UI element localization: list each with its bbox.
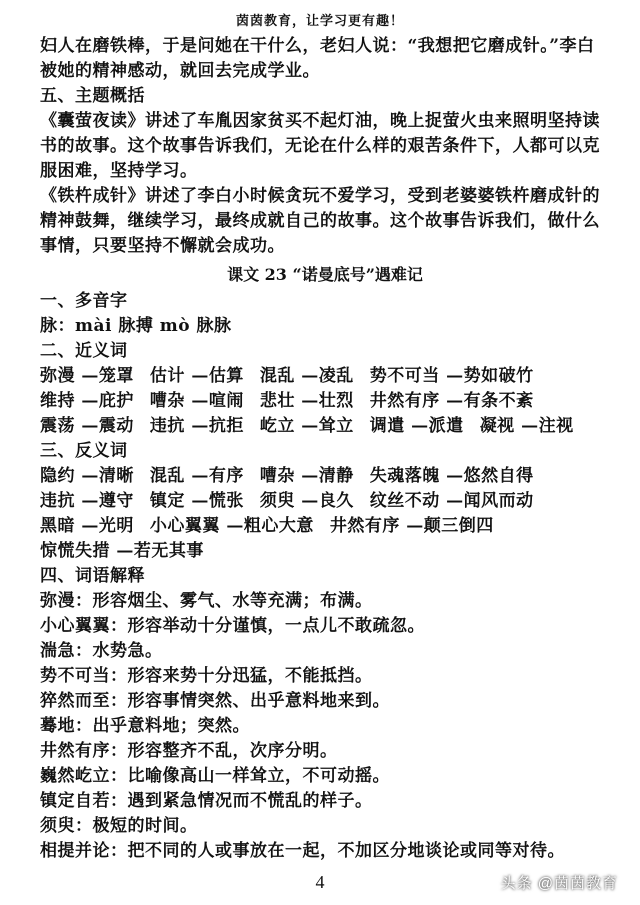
lesson-title: 课文 23 “诺曼底号”遇难记 [227,265,423,284]
intro-line-2: 被她的精神感动，就回去完成学业。 [40,61,320,81]
antonym-pair: 惊慌失措 —若无其事 [40,541,204,561]
synonym-pair: 维持 —庇护 [40,391,134,411]
synonym-pair: 井然有序 —有条不紊 [369,391,534,411]
synonym-row [40,364,610,389]
antonyms-heading: 三、反义词 [40,441,128,461]
antonym-row [40,464,610,489]
synonym-pair: 势不可当 —势如破竹 [369,366,534,386]
definition-item: 相提并论：把不同的人或事放在一起，不加区分地谈论或同等对待。 [40,841,565,861]
antonym-row [40,514,610,539]
definition-item: 弥漫：形容烟尘、雾气、水等充满；布满。 [40,591,373,611]
antonym-pair: 镇定 —慌张 [149,491,244,511]
definitions-heading: 四、词语解释 [40,566,145,586]
synonyms-heading: 二、近义词 [40,341,128,361]
antonym-pair: 纹丝不动 —闻风而动 [369,491,534,511]
antonym-pair: 失魂落魄 —悠然自得 [369,466,534,486]
definition-item: 蓦地：出乎意料地；突然。 [40,716,250,736]
theme-paragraph-2: 《铁杵成针》讲述了李白小时候贪玩不爱学习，受到老婆婆铁杵磨成针的精神鼓舞，继续学习，最终成就自己的故事。这个故事告诉我们，做什么事情，只要坚持不懈就会成功。 [40,186,600,256]
watermark: 头条 @茵茵教育 [500,875,618,892]
antonym-pair: 井然有序 —颠三倒四 [329,516,494,536]
synonym-pair: 嘈杂 —喧闹 [149,391,244,411]
polyphone-heading: 一、多音字 [40,291,128,311]
antonym-pair: 混乱 —有序 [149,466,244,486]
synonym-pair: 违抗 —抗拒 [149,416,244,436]
theme-heading: 五、主题概括 [40,86,145,106]
definition-item: 猝然而至：形容事情突然、出乎意料地来到。 [40,691,390,711]
definition-item: 井然有序：形容整齐不乱，次序分明。 [40,741,338,761]
synonym-pair: 混乱 —凌乱 [259,366,354,386]
synonym-pair: 悲壮 —壮烈 [259,391,354,411]
definition-item: 势不可当：形容来势十分迅猛，不能抵挡。 [40,666,373,686]
theme-paragraph-1: 《囊萤夜读》讲述了车胤因家贫买不起灯油，晚上捉萤火虫来照明坚持读书的故事。这个故事告诉我们，无论在什么样的艰苦条件下，人都可以克服困难，坚持学习。 [40,111,600,181]
synonym-pair: 估计 —估算 [149,366,244,386]
definition-item: 巍然屹立：比喻像高山一样耸立，不可动摇。 [40,766,390,786]
antonym-pair: 黑暗 —光明 [40,516,134,536]
synonym-pair: 凝视 —注视 [479,416,574,436]
intro-line-1: 妇人在磨铁棒，于是问她在干什么，老妇人说：“我想把它磨成针。”李白 [40,36,595,56]
definition-item: 湍急：水势急。 [40,641,163,661]
polyphone-line: 脉：mài 脉搏 mò 脉脉 [40,316,232,336]
antonym-pair: 嘈杂 —清静 [259,466,354,486]
synonym-pair: 屹立 —耸立 [259,416,354,436]
definition-item: 小心翼翼：形容举动十分谨慎，一点儿不敢疏忽。 [40,616,425,636]
synonym-pair: 弥漫 —笼罩 [40,366,134,386]
antonym-pair: 小心翼翼 —粗心大意 [149,516,314,536]
antonym-pair: 违抗 —遵守 [40,491,134,511]
synonym-row [40,389,610,414]
page-header: 茵茵教育，让学习更有趣！ [235,14,404,29]
synonym-pair: 调遣 —派遣 [369,416,464,436]
definition-item: 须臾：极短的时间。 [40,816,198,836]
antonym-row [40,539,610,564]
page-number: 4 [315,872,325,892]
page-content [40,34,610,864]
antonym-row [40,489,610,514]
antonym-pair: 隐约 —清晰 [40,466,134,486]
definition-item: 镇定自若：遇到紧急情况而不慌乱的样子。 [40,791,373,811]
synonym-row [40,414,610,439]
antonym-pair: 须臾 —良久 [259,491,354,511]
synonym-pair: 震荡 —震动 [40,416,134,436]
